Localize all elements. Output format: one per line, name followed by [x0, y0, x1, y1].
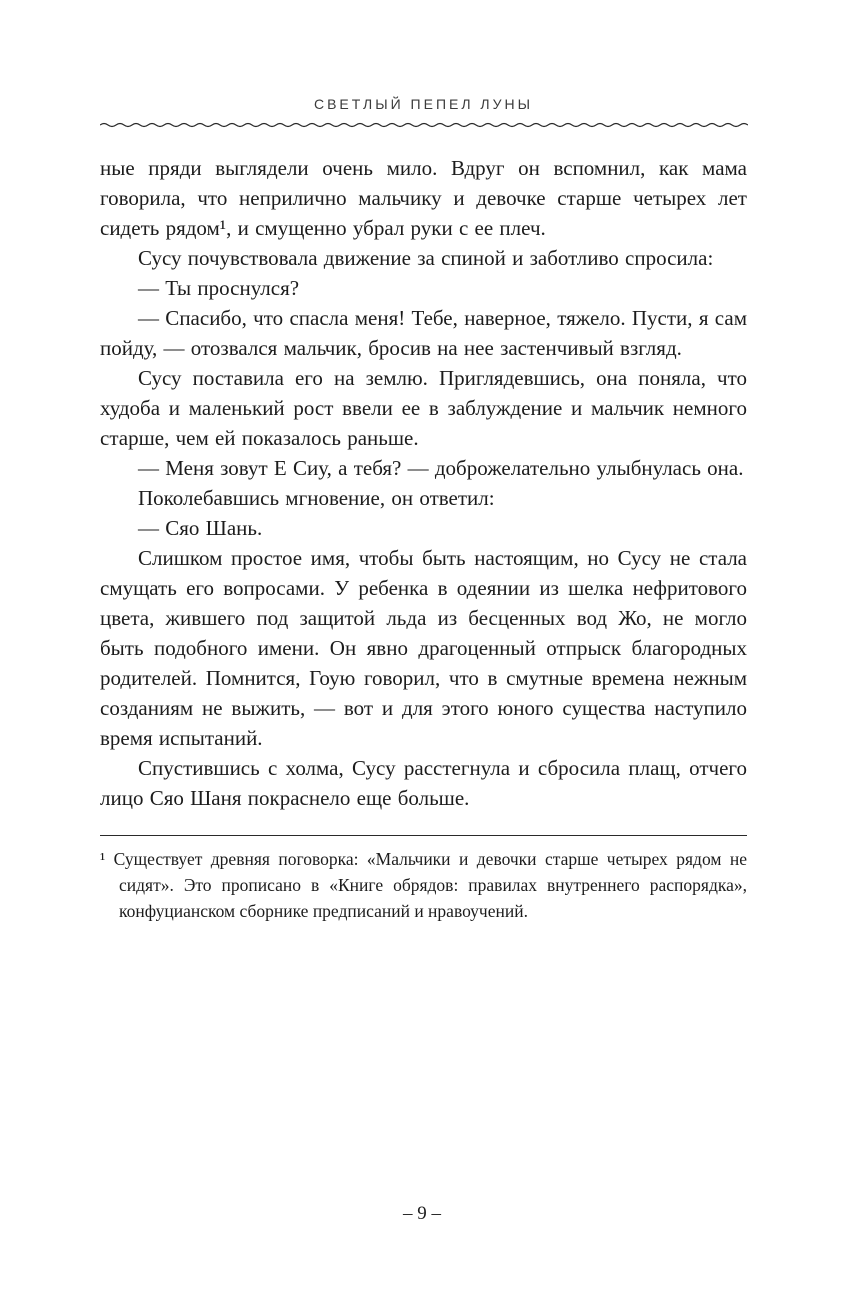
wavy-divider-path [100, 124, 748, 127]
wavy-divider [100, 121, 748, 129]
paragraph: Поколебавшись мгновение, он ответил: [138, 486, 495, 510]
paragraph: Слишком простое имя, чтобы быть настоящим, но Сусу не стала смущать его вопросами. У ребенка в одеянии из шелка нефритового цвета, жившего под защитой льда из бесценных вод Жо, не могло быть подобного имени. Он явно драгоценный отпрыск благородных родителей. Помнится, Гоую говорил, что в смутные времена нежным созданиям не выжить, — вот и для этого юного существа наступило время испытаний. [100, 546, 747, 750]
paragraph: Сусу почувствовала движение за спиной и заботливо спросила: [138, 246, 714, 270]
body-text [100, 153, 747, 813]
running-header: СВЕТЛЫЙ ПЕПЕЛ ЛУНЫ [313, 96, 534, 112]
footnote-separator [100, 835, 747, 836]
paragraph: ные пряди выглядели очень мило. Вдруг он вспомнил, как мама говорила, что неприлично мальчику и девочке старше четырех лет сидеть рядом¹, и смущенно убрал руки с ее плеч. [100, 156, 747, 240]
page-number: – 9 – [403, 1203, 441, 1224]
paragraph: — Ты проснулся? [138, 276, 300, 300]
paragraph: — Спасибо, что спасла меня! Тебе, наверное, тяжело. Пусти, я сам пойду, — отозвался мальчик, бросив на нее застенчивый взгляд. [100, 306, 747, 360]
paragraph: — Сяо Шань. [138, 516, 263, 540]
paragraph: Спустившись с холма, Сусу расстегнула и сбросила плащ, отчего лицо Сяо Шаня покраснело еще больше. [100, 756, 747, 810]
paragraph: Сусу поставила его на землю. Приглядевшись, она поняла, что худоба и маленький рост ввели ее в заблуждение и мальчик немного старше, чем ей показалось раньше. [100, 366, 747, 450]
footnote: ¹ Существует древняя поговорка: «Мальчики и девочки старше четырех рядом не сидят». Это прописано в «Книге обрядов: правилах внутреннего распорядка», конфуцианском сборнике предписаний и нравоучений. [100, 849, 747, 921]
paragraph: — Меня зовут Е Сиу, а тебя? — доброжелательно улыбнулась она. [138, 456, 744, 480]
